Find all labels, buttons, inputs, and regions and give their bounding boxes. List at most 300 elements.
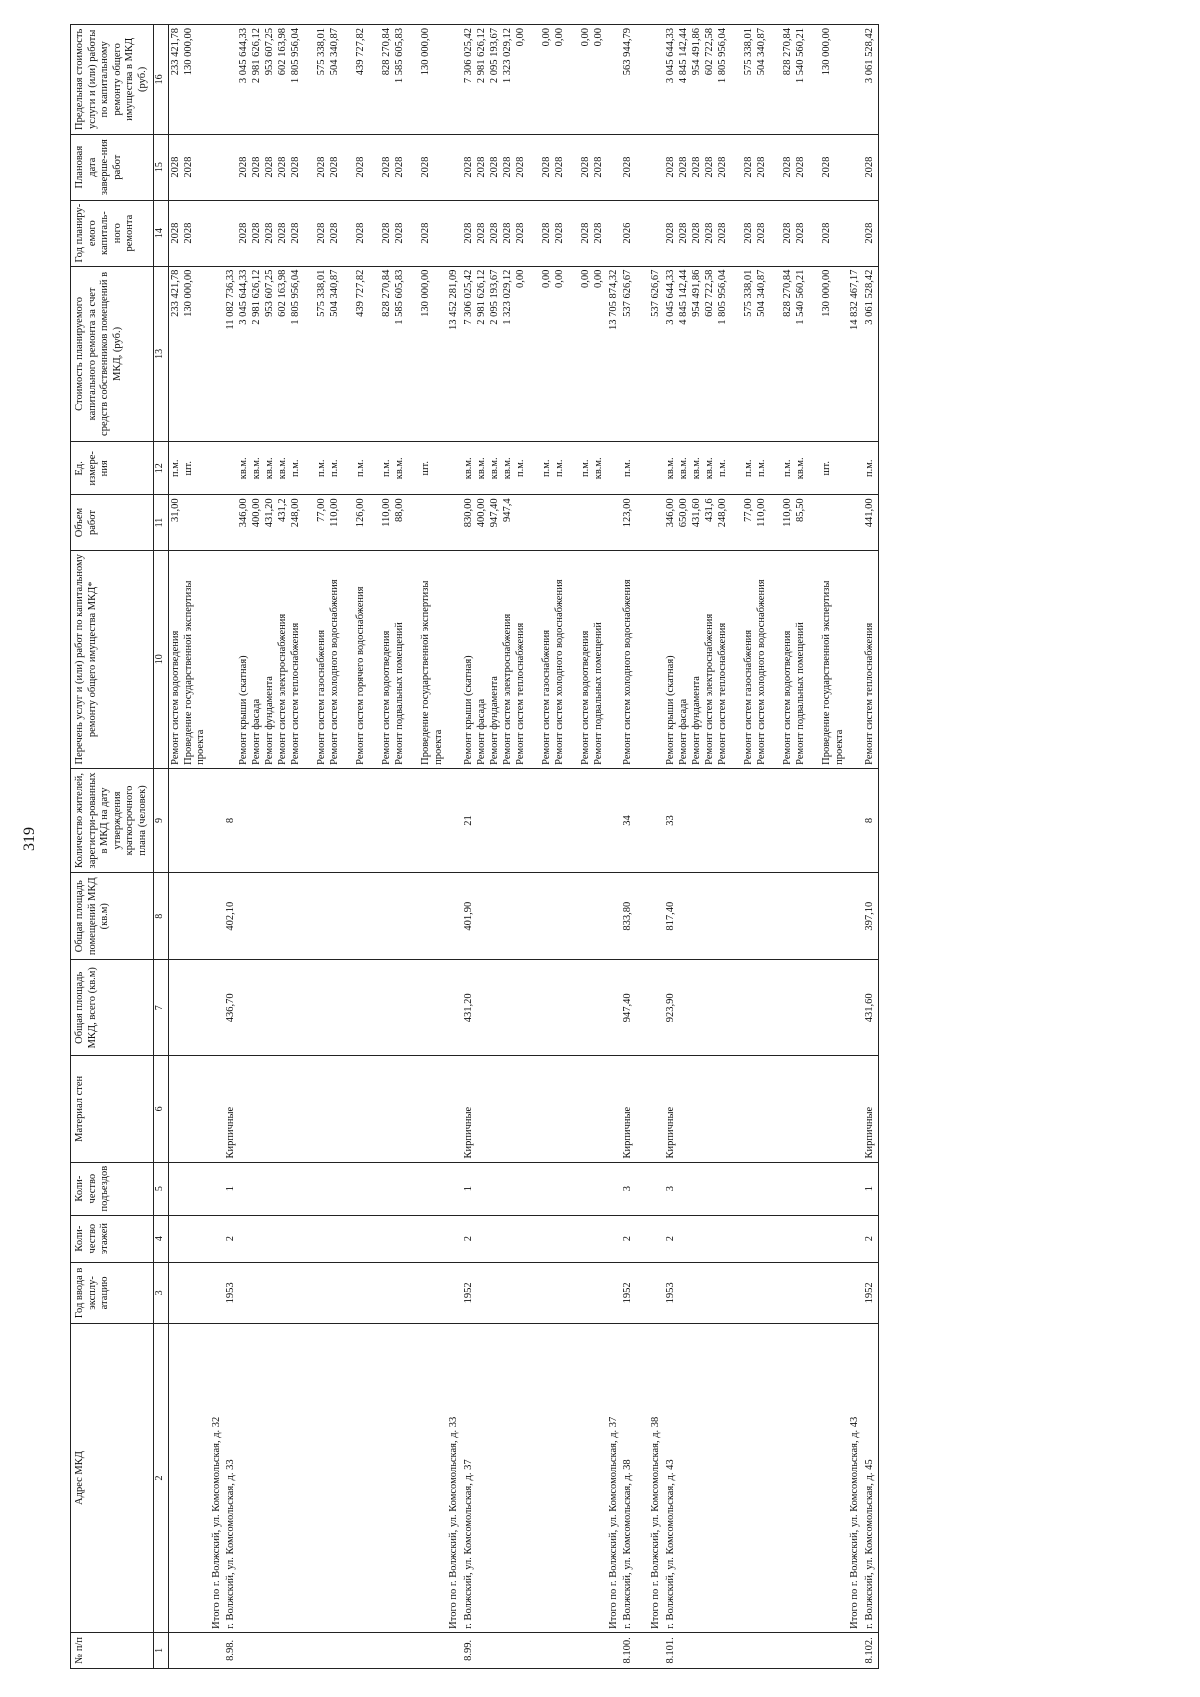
work-year: 2028 [420, 222, 432, 244]
work-volume [407, 498, 420, 546]
work-name [407, 554, 420, 765]
work-year: 2028 [742, 222, 754, 244]
empty-cell [447, 550, 462, 768]
unit-cell [664, 442, 848, 495]
header-address: Адрес МКД [71, 1324, 154, 1633]
work-volume: 110,00 [755, 498, 767, 527]
block-total-cost: 11 082 736,33 [225, 269, 237, 330]
work-limit [407, 28, 420, 131]
empty-cell [607, 1215, 622, 1262]
name-cell [621, 550, 649, 768]
entrances: 1 [462, 1162, 607, 1215]
table-row [168, 25, 210, 1669]
empty-cell [210, 873, 225, 960]
volume-cell [462, 495, 607, 550]
table-body [168, 25, 878, 1669]
work-end: 2028 [592, 156, 604, 178]
work-cost: 2 981 626,12 [475, 269, 487, 325]
work-name: Ремонт систем холодного водоснабжения [755, 579, 767, 765]
work-volume: 400,00 [475, 498, 487, 528]
work-unit: кв.м. [277, 457, 289, 480]
address: г. Волжский, ул. Комсомольская, д. 37 [462, 1324, 607, 1633]
row-number: 8.102. [863, 1632, 879, 1668]
empty-cell [447, 442, 462, 495]
year-cell [863, 200, 879, 266]
empty-cell [447, 25, 462, 135]
work-cost [730, 270, 743, 439]
limit-cell [863, 25, 879, 135]
empty-cell [848, 1262, 863, 1324]
table-row [224, 25, 447, 1669]
work-limit: 130 000,00 [820, 28, 832, 76]
residents: 8 [224, 768, 447, 872]
empty-cell [210, 1262, 225, 1324]
wall-material: Кирпичные [621, 1056, 649, 1162]
work-year: 2028 [677, 222, 689, 244]
column-number: 3 [153, 1262, 168, 1324]
work-end: 2028 [781, 156, 793, 178]
work-volume [515, 498, 528, 546]
work-volume: 431,2 [277, 498, 289, 523]
work-cost: 504 340,87 [329, 269, 341, 317]
empty-cell [649, 1056, 664, 1162]
work-cost: 953 607,25 [264, 269, 276, 317]
work-unit: кв.м. [690, 457, 702, 480]
work-unit [528, 445, 541, 491]
empty-cell [210, 200, 225, 266]
work-end [730, 138, 743, 197]
work-unit: кв.м. [238, 457, 250, 480]
work-volume [593, 498, 606, 546]
work-cost: 130 000,00 [820, 269, 832, 317]
limit-cell [224, 25, 447, 135]
work-year: 2028 [329, 222, 341, 244]
work-volume [420, 498, 446, 546]
work-year: 2028 [501, 222, 513, 244]
volume-cell [621, 495, 649, 550]
work-limit: 1 805 956,04 [290, 28, 302, 84]
work-name: Ремонт фундамента [690, 676, 702, 765]
column-number: 11 [153, 495, 168, 550]
work-limit: 7 306 025,42 [462, 28, 474, 84]
residents: 21 [462, 768, 607, 872]
work-end: 2028 [553, 156, 565, 178]
work-limit: 563 944,79 [622, 28, 634, 76]
table-row [621, 25, 649, 1669]
work-end: 2028 [264, 156, 276, 178]
work-name [808, 554, 821, 765]
work-cost: 0,00 [514, 269, 526, 288]
work-end: 2028 [329, 156, 341, 178]
column-number: 15 [153, 134, 168, 200]
work-limit: 1 585 605,83 [394, 28, 406, 84]
column-number: 1 [153, 1632, 168, 1668]
work-end: 2028 [169, 156, 181, 178]
work-volume: 110,00 [781, 498, 793, 527]
volume-cell [664, 495, 848, 550]
floors: 2 [863, 1215, 879, 1262]
work-unit: кв.м. [488, 457, 500, 480]
work-unit: кв.м. [264, 457, 276, 480]
work-name: Ремонт систем электроснабжения [703, 613, 715, 765]
work-limit: 3 045 644,33 [238, 28, 250, 84]
empty-cell [848, 550, 863, 768]
work-year: 2028 [182, 222, 194, 244]
header-works: Перечень услуг и (или) работ по капитальному ремонту общего имущества МКД* [71, 550, 154, 768]
works-cell [168, 550, 210, 768]
header-row [71, 25, 154, 1669]
work-end: 2028 [290, 156, 302, 178]
work-year: 2028 [514, 222, 526, 244]
work-year: 2028 [794, 222, 806, 244]
header-floors: Коли-чество этажей [71, 1215, 154, 1262]
work-end: 2028 [394, 156, 406, 178]
work-cost: 602 722,58 [703, 269, 715, 317]
header-walls: Материал стен [71, 1056, 154, 1162]
work-cost: 1 323 029,12 [501, 269, 513, 325]
work-unit: кв.м. [592, 457, 604, 480]
entrances: 1 [224, 1162, 447, 1215]
empty-cell [649, 1632, 664, 1668]
work-year: 2028 [277, 222, 289, 244]
work-end: 2028 [794, 156, 806, 178]
empty-cell [649, 495, 664, 550]
empty-cell [848, 1056, 863, 1162]
header-volume: Объем работ [71, 495, 154, 550]
work-unit: п.м. [169, 459, 181, 478]
empty-cell [848, 134, 863, 200]
work-unit: кв.м. [251, 457, 263, 480]
empty-cell [210, 1632, 225, 1668]
work-cost: 828 270,84 [381, 269, 393, 317]
work-end: 2028 [755, 156, 767, 178]
work-volume: 346,00 [238, 498, 250, 528]
work-year: 2028 [690, 222, 702, 244]
work-limit: 602 722,58 [703, 28, 715, 76]
work-cost: 3 045 644,33 [664, 269, 676, 325]
floors: 2 [621, 1215, 649, 1262]
work-year [303, 204, 316, 263]
empty-cell [607, 25, 622, 135]
work-cost: 3 045 644,33 [238, 269, 250, 325]
end-cell [224, 134, 447, 200]
work-cost [407, 270, 420, 439]
work-end: 2028 [514, 156, 526, 178]
volume-cell [863, 495, 879, 550]
area-rooms: 402,10 [224, 873, 447, 960]
column-number: 7 [153, 960, 168, 1056]
work-name: Ремонт систем холодного водоснабжения [329, 579, 341, 765]
work-end [528, 138, 541, 197]
work-volume: 110,00 [329, 498, 341, 527]
row-number: 8.100. [621, 1632, 649, 1668]
floors: 2 [664, 1215, 848, 1262]
limit-cell [168, 25, 210, 135]
column-number: 10 [153, 550, 168, 768]
work-name: Ремонт систем водоотведения [169, 630, 181, 765]
end-cell [863, 134, 879, 200]
empty-cell [210, 960, 225, 1056]
wall-material: Кирпичные [664, 1056, 848, 1162]
work-year: 2028 [579, 222, 591, 244]
work-volume: 441,00 [863, 498, 875, 528]
header-repair-year: Год планиру-емого капиталь-ного ремонта [71, 200, 154, 266]
empty-cell [848, 442, 863, 495]
empty-cell [607, 960, 622, 1056]
work-cost: 504 340,87 [755, 269, 767, 317]
work-unit: шт. [820, 461, 832, 476]
cost-cell [224, 266, 447, 442]
empty-cell [649, 873, 664, 960]
work-limit [808, 28, 821, 131]
empty-cell [447, 768, 462, 872]
work-cost: 2 981 626,12 [251, 269, 263, 325]
entrances: 3 [621, 1162, 649, 1215]
empty-cell [649, 200, 664, 266]
work-limit: 1 323 029,12 [501, 28, 513, 84]
work-end: 2028 [182, 156, 194, 178]
work-volume [303, 498, 316, 546]
area-rooms: 833,80 [621, 873, 649, 960]
area-rooms: 401,90 [462, 873, 607, 960]
empty-cell [210, 1162, 225, 1215]
total-row [649, 25, 664, 1669]
name-cell [462, 550, 607, 768]
work-cost: 4 845 142,44 [677, 269, 689, 325]
work-cost: 954 491,86 [690, 269, 702, 317]
work-year: 2028 [488, 222, 500, 244]
work-end: 2028 [316, 156, 328, 178]
limit-cell [621, 25, 649, 135]
work-cost: 537 626,67 [622, 269, 634, 317]
header-residents: Количество жителей, зарегистри-рованных в МКД на дату утверждения краткосрочного плана (человек) [71, 768, 154, 872]
volume-cell [224, 495, 447, 550]
work-end: 2028 [381, 156, 393, 178]
work-name: Проведение государственной экспертизы проекта [420, 580, 444, 765]
area-total: 431,20 [462, 960, 607, 1056]
work-year: 2028 [169, 222, 181, 244]
work-year: 2028 [316, 222, 328, 244]
work-limit: 828 270,84 [381, 28, 393, 76]
empty-cell [848, 495, 863, 550]
work-volume: 77,00 [316, 498, 328, 523]
unit-cell [224, 442, 447, 495]
work-volume [541, 498, 554, 546]
end-cell [168, 134, 210, 200]
empty-cell [607, 1162, 622, 1215]
work-end: 2028 [703, 156, 715, 178]
commission-year: 1953 [664, 1262, 848, 1324]
work-volume: 346,00 [664, 498, 676, 528]
residents: 8 [863, 768, 879, 872]
work-year: 2028 [781, 222, 793, 244]
work-year: 2028 [755, 222, 767, 244]
work-end: 2028 [251, 156, 263, 178]
total-cost: 537 626,67 [649, 266, 664, 442]
work-volume: 77,00 [742, 498, 754, 523]
total-row [848, 25, 863, 1669]
work-limit: 0,00 [579, 28, 591, 47]
work-volume: 85,50 [794, 498, 806, 523]
end-cell [462, 134, 607, 200]
work-year: 2028 [716, 222, 728, 244]
volume-cell [168, 495, 210, 550]
total-label: Итого по г. Волжский, ул. Комсомольская, д. 32 [210, 1324, 225, 1633]
year-cell [664, 200, 848, 266]
work-volume: 830,00 [462, 498, 474, 528]
empty-cell [447, 873, 462, 960]
work-year [407, 204, 420, 263]
commission-year: 1952 [863, 1262, 879, 1324]
work-unit: п.м. [781, 459, 793, 478]
total-label: Итого по г. Волжский, ул. Комсомольская, д. 37 [607, 1324, 622, 1633]
header-limit-cost: Предельная стоимость услуги и (или) работы по капитальному ремонту общего имущества в МКД (руб.) [71, 25, 154, 135]
capital-repair-table [70, 24, 879, 1669]
empty-cell [447, 134, 462, 200]
work-limit: 0,00 [540, 28, 552, 47]
total-label: Итого по г. Волжский, ул. Комсомольская, д. 43 [848, 1324, 863, 1633]
empty-cell [607, 768, 622, 872]
work-year: 2028 [394, 222, 406, 244]
total-cost [210, 266, 225, 442]
work-cost: 1 805 956,04 [716, 269, 728, 325]
empty-cell [649, 1162, 664, 1215]
work-unit: кв.м. [475, 457, 487, 480]
work-cost: 233 421,78 [169, 269, 181, 317]
work-end: 2028 [716, 156, 728, 178]
end-cell [621, 134, 649, 200]
work-year: 2028 [553, 222, 565, 244]
work-volume [580, 498, 593, 546]
empty-cell [848, 1215, 863, 1262]
work-volume [730, 498, 743, 546]
work-end: 2028 [277, 156, 289, 178]
empty-cell [607, 495, 622, 550]
work-year: 2026 [622, 222, 634, 244]
work-name: Ремонт систем газоснабжения [742, 629, 754, 765]
empty-cell [210, 25, 225, 135]
commission-year: 1952 [621, 1262, 649, 1324]
table-row [462, 25, 607, 1669]
work-unit: шт. [420, 461, 432, 476]
work-volume: 110,00 [381, 498, 393, 527]
empty-cell [447, 1162, 462, 1215]
row-number: 8.101. [664, 1632, 848, 1668]
work-limit [303, 28, 316, 131]
work-limit [730, 28, 743, 131]
work-volume: 431,60 [690, 498, 702, 528]
work-unit: п.м. [329, 459, 341, 478]
work-limit: 3 045 644,33 [664, 28, 676, 84]
work-year: 2028 [540, 222, 552, 244]
empty-cell [649, 1215, 664, 1262]
work-limit: 233 421,78 [169, 28, 181, 76]
work-unit: кв.м. [677, 457, 689, 480]
work-name: Ремонт систем холодного водоснабжения [553, 579, 565, 765]
empty-cell [447, 1262, 462, 1324]
work-end: 2028 [664, 156, 676, 178]
work-cost: 0,00 [592, 269, 604, 288]
unit-cell [462, 442, 607, 495]
work-name: Ремонт систем газоснабжения [316, 629, 328, 765]
work-cost: 828 270,84 [781, 269, 793, 317]
work-year: 2028 [703, 222, 715, 244]
work-name: Ремонт систем горячего водоснабжения [355, 586, 367, 765]
work-cost: 575 338,01 [742, 269, 754, 317]
work-volume: 431,20 [264, 498, 276, 528]
work-limit: 953 607,25 [264, 28, 276, 76]
work-name [528, 554, 541, 765]
empty-cell [848, 1162, 863, 1215]
work-unit: кв.м. [794, 457, 806, 480]
empty-cell [649, 25, 664, 135]
work-end: 2028 [462, 156, 474, 178]
work-cost: 575 338,01 [316, 269, 328, 317]
work-name: Ремонт систем теплоснабжения [716, 622, 728, 765]
header-entrances: Коли-чество подъездов [71, 1162, 154, 1215]
column-number: 13 [153, 266, 168, 442]
work-year [528, 204, 541, 263]
empty-cell [210, 1056, 225, 1162]
work-unit [303, 445, 316, 491]
empty-cell [607, 1632, 622, 1668]
work-limit: 2 981 626,12 [475, 28, 487, 84]
empty-cell [447, 1632, 462, 1668]
empty-cell [649, 134, 664, 200]
commission-year: 1952 [462, 1262, 607, 1324]
limit-cell [664, 25, 848, 135]
work-volume: 947,40 [488, 498, 500, 528]
column-number: 5 [153, 1162, 168, 1215]
work-limit: 504 340,87 [329, 28, 341, 76]
work-unit: п.м. [755, 459, 767, 478]
work-unit [808, 445, 821, 491]
area-total: 923,90 [664, 960, 848, 1056]
work-volume: 248,00 [290, 498, 302, 528]
empty-cell [649, 1262, 664, 1324]
work-cost: 130 000,00 [182, 269, 194, 317]
work-volume [821, 498, 847, 546]
work-name: Ремонт систем теплоснабжения [863, 622, 875, 765]
work-cost: 0,00 [553, 269, 565, 288]
year-cell [224, 200, 447, 266]
area-total: 436,70 [224, 960, 447, 1056]
work-limit: 2 981 626,12 [251, 28, 263, 84]
work-unit: п.м. [290, 459, 302, 478]
work-volume: 126,00 [355, 498, 367, 528]
work-year [730, 204, 743, 263]
work-limit: 0,00 [514, 28, 526, 47]
empty-cell [848, 1632, 863, 1668]
work-name: Ремонт фундамента [264, 676, 276, 765]
page-number: 319 [21, 827, 38, 851]
work-end: 2028 [820, 156, 832, 178]
work-year: 2028 [863, 222, 875, 244]
work-end: 2028 [355, 156, 367, 178]
column-number: 6 [153, 1056, 168, 1162]
work-unit: п.м. [716, 459, 728, 478]
area-rooms: 397,10 [863, 873, 879, 960]
work-name: Ремонт систем электроснабжения [277, 613, 289, 765]
entrances: 1 [863, 1162, 879, 1215]
work-limit [528, 28, 541, 131]
wall-material: Кирпичные [462, 1056, 607, 1162]
work-end: 2028 [579, 156, 591, 178]
total-cost: 14 832 467,17 [848, 266, 863, 442]
work-volume [183, 498, 209, 546]
empty-cell [607, 873, 622, 960]
work-unit: кв.м. [394, 457, 406, 480]
